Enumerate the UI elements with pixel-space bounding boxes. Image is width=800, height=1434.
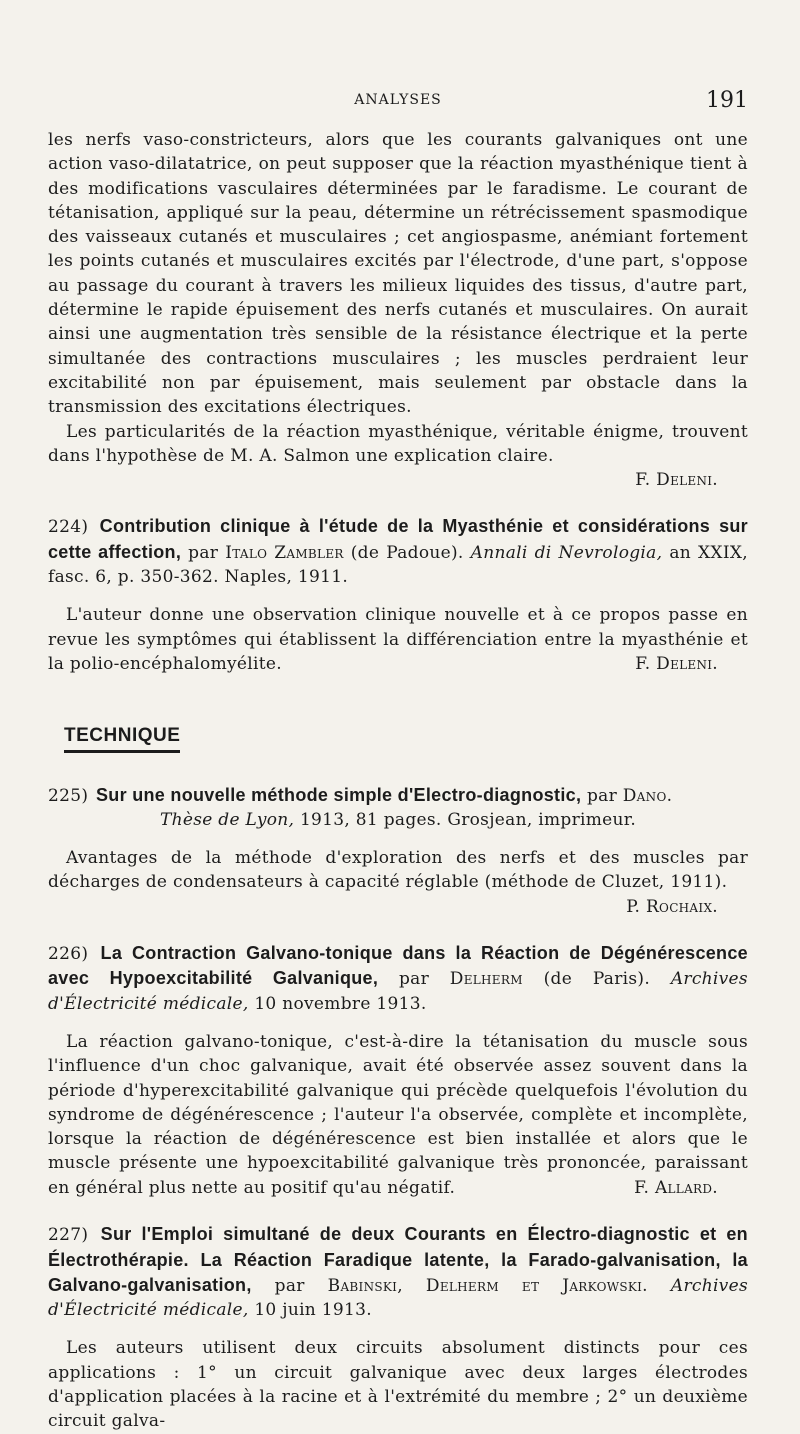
entry-details: 1913, 81 pages. Grosjean, imprimeur. [299,809,637,830]
entry-title: Sur une nouvelle méthode simple d'Electro-diagnostic, [96,784,582,805]
entry-227 [48,1222,748,1433]
entry-authors: Babinski, Delherm et Jarkowski. [327,1275,648,1296]
entry-by: par [188,542,219,563]
entry-details: 10 juin 1913. [254,1300,372,1321]
entry-225-signature: P. Rochaix. [626,896,718,917]
section-heading: TECHNIQUE [64,725,180,753]
entry-place: (de Paris). [543,969,651,990]
entry-224-heading [48,514,748,589]
entry-author: Italo Zambler [225,542,344,563]
entry-journal: Archives d'Électricité médicale, [48,1275,748,1321]
entry-226-body: La réaction galvano-tonique, c'est-à-dire la tétanisation du muscle sous l'influence d'un choc galvanique, avait été observée assez souvent dans la période d'hyperexcitabilité galvanique qui précède quelquefois l'évolution du syndrome de dégénérescence ; l'auteur l'a observée, complète et incomplète, lorsque la réaction de dégénérescence est bien installée et alors que le muscle présente une hypoexcitabilité galvanique très prononcée, paraissant en général plus nette au positif qu'au négatif. [48,1031,748,1198]
entry-227-heading [48,1222,748,1322]
entry-226 [48,941,748,1200]
entry-details: an XXIX, fasc. 6, p. 350-362. Naples, 1911. [48,542,748,588]
page-number: 191 [706,88,748,113]
entry-225-source [48,808,748,832]
entry-226-signature: F. Allard. [634,1177,718,1198]
entry-source: Thèse de Lyon, [159,809,295,830]
entry-title: Contribution clinique à l'étude de la Myasthénie et considérations sur cette affection, [48,516,748,562]
page-header [48,88,748,116]
entry-224-signature: F. Deleni. [635,654,718,675]
entry-journal: Archives d'Électricité médicale, [48,969,748,1014]
entry-224-body: L'auteur donne une observation clinique nouvelle et à ce propos passe en revue les symptômes qui établissent la différenciation entre la myasthénie et la polio-encéphalomyélite. [48,605,748,674]
page-body [48,128,748,1434]
entry-225 [48,783,748,919]
entry-title: La Contraction Galvano-tonique dans la Réaction de Dégénérescence avec Hypoexcitabilité Galvanique, [48,943,748,989]
entry-by: par [398,969,429,990]
entry-227-body: Les auteurs utilisent deux circuits absolument distincts pour ces applications : 1° un circuit galvanique avec deux larges électrodes d'application placées à la racine et à l'extrémité du membre ; 2° un deuxième circuit galva- [48,1338,748,1432]
entry-226-heading [48,941,748,1016]
intro-paragraph-1: les nerfs vaso-constricteurs, alors que les courants galvaniques ont une action vaso-dilatatrice, on peut supposer que la réaction myasthénique tient à des modifications vasculaires déterminées par le faradisme. Le courant de tétanisation, appliqué sur la peau, détermine un rétrécissement spasmodique des vaisseaux cutanés et musculaires ; cet angiospasme, anémiant fortement les points cutanés et musculaires excités par l'électrode, d'une part, s'oppose au passage du courant à travers les milieux liquides des tissus, d'autre part, détermine le rapide épuisement des nerfs cutanés et musculaires. On aurait ainsi une augmentation très sensible de la résistance électrique et la perte simultanée des contractions musculaires ; les muscles perdraient leur excitabilité non par épuisement, mais seulement par obstacle dans la transmission des excitations électriques. [48,130,748,418]
running-head: ANALYSES [354,92,442,108]
entry-by: par [274,1275,305,1296]
entry-details: 10 novembre 1913. [254,993,427,1014]
entry-place: (de Padoue). [350,542,464,563]
intro-signature: F. Deleni. [635,470,718,491]
entry-number: 226) [48,944,89,965]
entry-title: Sur l'Emploi simultané de deux Courants en Électro-diagnostic et en Électrothérapie. La Réaction Faradique latente, la Farado-galvanisation, la Galvano-galvanisation, [48,1224,748,1295]
entry-author: Dano. [622,785,673,806]
entry-number: 225) [48,785,89,806]
entry-225-heading [48,783,748,808]
entry-225-body: Avantages de la méthode d'exploration des nerfs et des muscles par décharges de condensateurs à capacité réglable (méthode de Cluzet, 1911). [48,848,748,893]
entry-number: 227) [48,1225,89,1246]
entry-journal: Annali di Nevrologia, [470,542,663,563]
entry-by: par [586,785,618,806]
entry-author: Delherm [449,969,523,990]
intro-paragraph-2: Les particularités de la réaction myasthénique, véritable énigme, trouvent dans l'hypothèse de M. A. Salmon une explication claire. [48,421,748,466]
entry-number: 224) [48,517,89,538]
entry-224 [48,514,748,676]
